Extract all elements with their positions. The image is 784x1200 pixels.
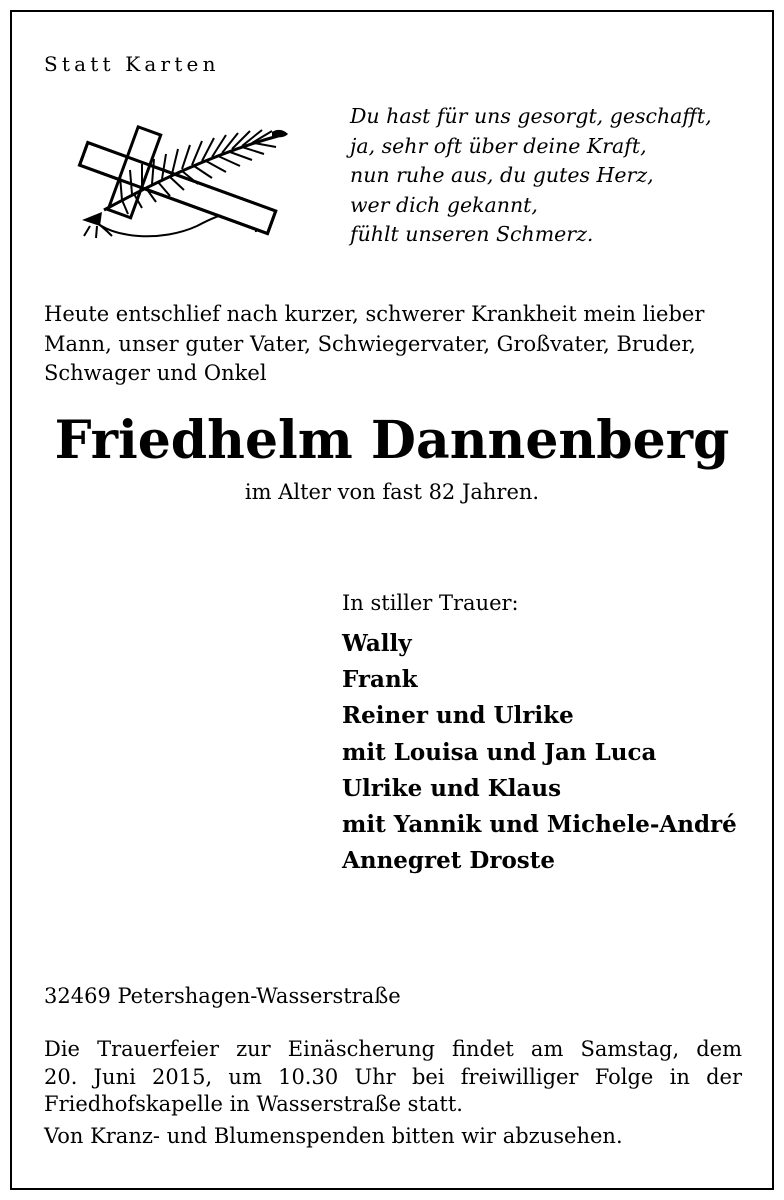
mourners-heading: In stiller Trauer: (342, 591, 519, 615)
memorial-poem (350, 102, 712, 250)
flowers-note: Von Kranz- und Blumenspenden bitten wir abzusehen. (44, 1124, 623, 1148)
ceremony-line: Die Trauerfeier zur Einäscherung findet am Samstag, dem (44, 1037, 742, 1061)
poem-line: fühlt unseren Schmerz. (350, 222, 594, 246)
mourner-name: mit Yannik und Michele-André (342, 811, 737, 839)
cross-and-palm-branch-icon (42, 114, 302, 244)
intro-line: Mann, unser guter Vater, Schwiegervater, Großvater, Bruder, (44, 331, 696, 356)
intro-line: Schwager und Onkel (44, 361, 267, 385)
mourner-name: Reiner und Ulrike (342, 702, 574, 730)
announcement-intro (44, 300, 744, 389)
obituary-notice (10, 10, 774, 1190)
poem-line: wer dich gekannt, (350, 192, 538, 217)
funeral-ceremony-info (44, 1036, 742, 1119)
mourner-name: Ulrike und Klaus (342, 774, 562, 802)
ceremony-line: Friedhofskapelle in Wasserstraße statt. (44, 1092, 463, 1116)
deceased-age: im Alter von fast 82 Jahren. (244, 480, 540, 504)
deceased-name: Friedhelm Dannenberg (54, 410, 730, 471)
mourner-name: Frank (342, 666, 418, 694)
address: 32469 Petershagen-Wasserstraße (44, 984, 401, 1008)
statt-karten-label: Statt Karten (44, 52, 220, 76)
poem-line: ja, sehr oft über deine Kraft, (350, 133, 647, 158)
mourners-list (342, 626, 737, 879)
mourner-name: mit Louisa und Jan Luca (342, 738, 657, 766)
poem-line: nun ruhe aus, du gutes Herz, (350, 163, 654, 187)
intro-line: Heute entschlief nach kurzer, schwerer Krankheit mein lieber (44, 302, 705, 326)
mourners-block (342, 588, 737, 879)
mourner-name: Wally (342, 630, 412, 657)
ceremony-line: 20. Juni 2015, um 10.30 Uhr bei freiwilliger Folge in der (44, 1064, 742, 1089)
poem-line: Du hast für uns gesorgt, geschafft, (350, 104, 712, 128)
mourner-name: Annegret Droste (342, 847, 555, 875)
